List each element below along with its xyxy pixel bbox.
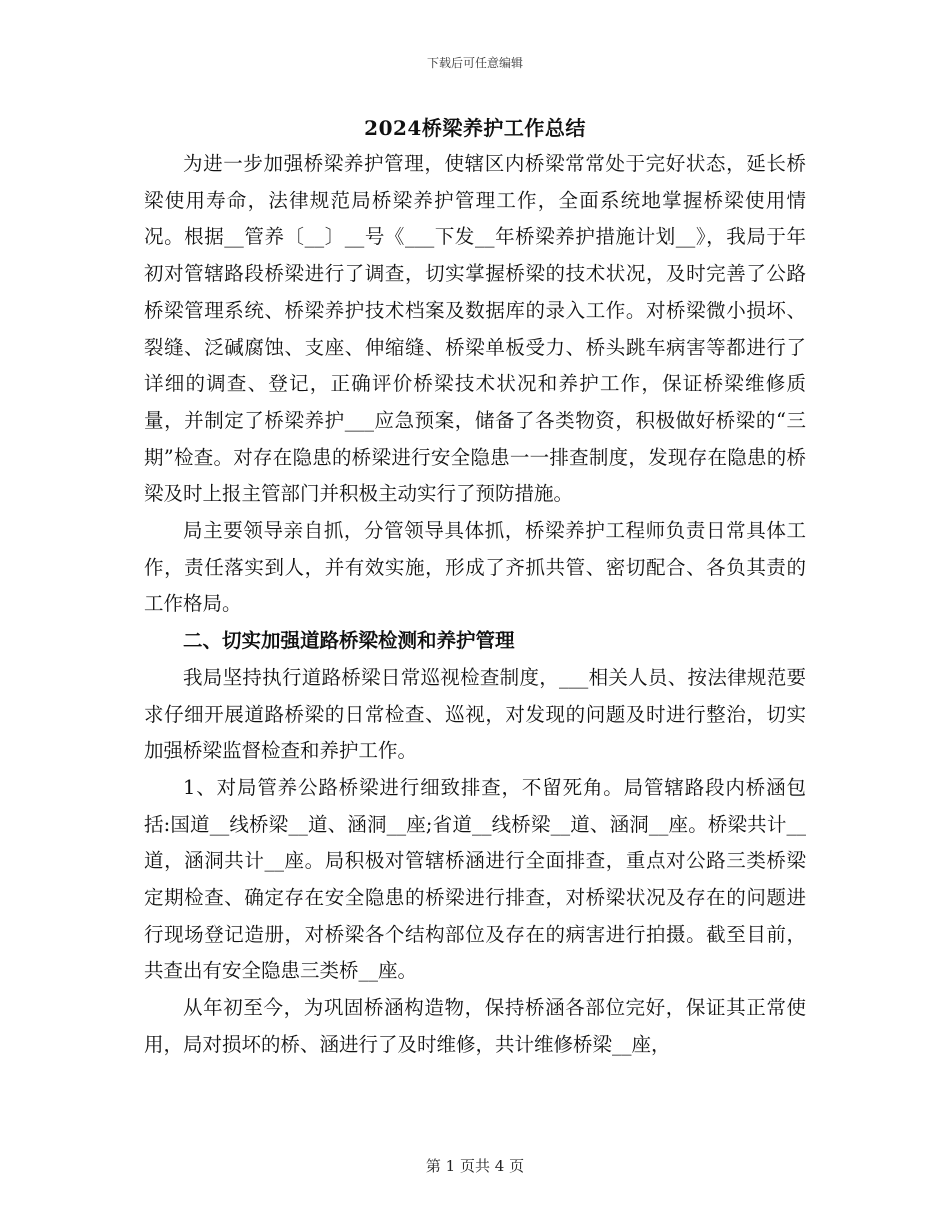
document-body [144,110,806,1064]
section-heading: 二、切实加强道路桥梁检测和养护管理 [183,629,515,653]
paragraph-intro: 为进一步加强桥梁养护管理，使辖区内桥梁常常处于完好状态，延长桥梁使用寿命，法律规范局桥梁养护管理工作，全面系统地掌握桥梁使用情况。根据__管养〔__〕__号《___下发__年桥梁养护措施计划__》，我局于年初对管辖路段桥梁进行了调查，切实掌握桥梁的技术状况，及时完善了公路桥梁管理系统、桥梁养护技术档案及数据库的录入工作。对桥梁微小损坏、裂缝、泛碱腐蚀、支座、伸缩缝、桥梁单板受力、桥头跳车病害等都进行了详细的调查、登记，正确评价桥梁技术状况和养护工作，保证桥梁维修质量，并制定了桥梁养护___应急预案，储备了各类物资，积极做好桥梁的“三期”检查。对存在隐患的桥梁进行安全隐患一一排查制度，发现存在隐患的桥梁及时上报主管部门并积极主动实行了预防措施。 [144,152,806,506]
paragraph-leadership: 局主要领导亲自抓，分管领导具体抓，桥梁养护工程师负责日常具体工作，责任落实到人，并有效实施，形成了齐抓共管、密切配合、各负其责的工作格局。 [144,519,806,616]
page-footer: 第 1 页共 4 页 [425,1157,525,1175]
document-title: 2024桥梁养护工作总结 [364,116,586,140]
paragraph-maintenance: 从年初至今，为巩固桥涵构造物，保持桥涵各部位完好，保证其正常使用，局对损坏的桥、涵进行了及时维修，共计维修桥梁__座， [144,996,806,1056]
header-note: 下载后可任意编辑 [426,56,523,70]
paragraph-item-1: 1、对局管养公路桥梁进行细致排查，不留死角。局管辖路段内桥涵包括:国道__线桥梁__道、涵洞__座;省道__线桥梁__道、涵洞__座。桥梁共计__道，涵洞共计__座。局积极对管辖桥涵进行全面排查，重点对公路三类桥梁定期检查、确定存在安全隐患的桥梁进行排查，对桥梁状况及存在的问题进行现场登记造册，对桥梁各个结构部位及存在的病害进行拍摄。截至目前，共查出有安全隐患三类桥__座。 [144,775,806,983]
paragraph-inspection: 我局坚持执行道路桥梁日常巡视检查制度，___相关人员、按法律规范要求仔细开展道路桥梁的日常检查、巡视，对发现的问题及时进行整治，切实加强桥梁监督检查和养护工作。 [144,665,806,763]
